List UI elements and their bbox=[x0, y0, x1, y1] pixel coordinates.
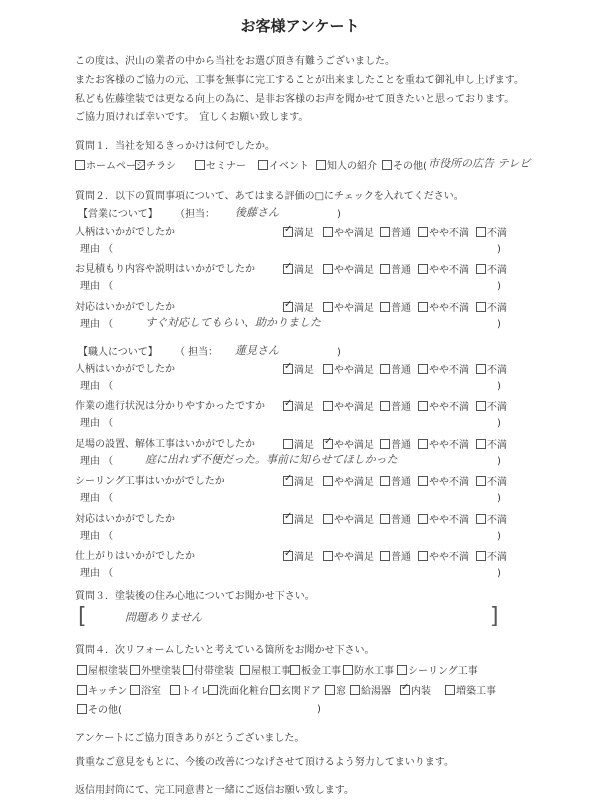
rating-option[interactable] bbox=[380, 227, 411, 240]
question-text: 足場の設置、解体工事はいかがでしたか bbox=[75, 439, 255, 450]
option-label: 増築工事 bbox=[456, 686, 496, 697]
option-label: 普通 bbox=[391, 515, 411, 526]
rating-option[interactable] bbox=[418, 476, 469, 489]
checkbox[interactable] bbox=[208, 685, 218, 695]
checkbox[interactable] bbox=[290, 665, 300, 675]
question-text: 対応はいかがでしたか bbox=[75, 302, 175, 313]
question-text: 作業の進行状況は分かりやすかったですか bbox=[75, 401, 265, 412]
intro-line: ご協力頂ければ幸いです。 宜しくお願い致します。 bbox=[75, 112, 309, 123]
document-title: お客様アンケート bbox=[240, 17, 360, 35]
rating-option[interactable] bbox=[283, 514, 314, 527]
checkbox[interactable] bbox=[445, 685, 455, 695]
q4-option[interactable] bbox=[183, 665, 234, 678]
rating-option[interactable] bbox=[380, 302, 411, 315]
q4-option[interactable] bbox=[270, 685, 321, 698]
option-label: トイレ bbox=[181, 686, 211, 697]
rating-option[interactable] bbox=[476, 364, 507, 377]
staff-name: 後藤さん bbox=[235, 206, 279, 219]
checkbox[interactable] bbox=[380, 514, 390, 524]
option-label: やや満足 bbox=[334, 402, 374, 413]
checked-checkbox[interactable] bbox=[283, 227, 293, 237]
rating-option[interactable] bbox=[323, 227, 374, 240]
checkbox[interactable] bbox=[135, 160, 145, 170]
rating-option[interactable] bbox=[380, 476, 411, 489]
rating-option[interactable] bbox=[418, 264, 469, 277]
q4-option[interactable] bbox=[325, 685, 346, 698]
intro-line: この度は、沢山の業者の中から当社をお選び頂き有難うございました。 bbox=[75, 56, 395, 67]
option-label: やや不満 bbox=[429, 440, 469, 451]
reason-label: 理由 （ bbox=[80, 531, 114, 542]
option-label: 内装 bbox=[411, 686, 431, 697]
reason-close: ) bbox=[497, 319, 501, 330]
checked-checkbox[interactable] bbox=[283, 551, 293, 561]
question-text: 人柄はいかがでしたか bbox=[75, 227, 175, 238]
reason-label: 理由 （ bbox=[80, 319, 114, 330]
checkbox[interactable] bbox=[418, 514, 428, 524]
option-label: 満足 bbox=[294, 440, 314, 451]
reason-close: ) bbox=[497, 493, 501, 504]
checkbox[interactable] bbox=[380, 476, 390, 486]
rating-option[interactable] bbox=[476, 514, 507, 527]
option-label: やや不満 bbox=[429, 365, 469, 376]
option-label: やや不満 bbox=[429, 265, 469, 276]
intro-line: またお客様のご協力の元、工事を無事に完工することが出来ましたことを重ねて御礼申し上げます。 bbox=[75, 75, 524, 86]
rating-option[interactable] bbox=[323, 264, 374, 277]
option-label: 屋根工事 bbox=[251, 666, 291, 677]
option-label: やや満足 bbox=[334, 265, 374, 276]
option-label: やや不満 bbox=[429, 228, 469, 239]
question-text: 対応はいかがでしたか bbox=[75, 514, 175, 525]
option-label: 普通 bbox=[391, 552, 411, 563]
option-label: 付帯塗装 bbox=[194, 666, 234, 677]
option-label: 給湯器 bbox=[361, 686, 391, 697]
option-label: セミナー bbox=[206, 161, 246, 172]
rating-option[interactable] bbox=[418, 401, 469, 414]
option-label: 板金工事 bbox=[301, 666, 341, 677]
option-label: やや満足 bbox=[334, 440, 374, 451]
option-label: キッチン bbox=[88, 686, 128, 697]
rating-option[interactable] bbox=[418, 364, 469, 377]
closing-line: 返信用封筒にて、完工同意書と一緒にご返信お願い致します。 bbox=[75, 785, 354, 796]
q4-other-close: ) bbox=[317, 704, 321, 715]
checkbox[interactable] bbox=[380, 227, 390, 237]
option-label: 不満 bbox=[487, 440, 507, 451]
reason-label: 理由 （ bbox=[80, 568, 114, 579]
checked-checkbox[interactable] bbox=[283, 476, 293, 486]
checkbox[interactable] bbox=[323, 551, 333, 561]
option-label: 普通 bbox=[391, 477, 411, 488]
rating-option[interactable] bbox=[323, 439, 374, 452]
question-text: 仕上がりはいかがでしたか bbox=[75, 551, 195, 562]
reason-close: ) bbox=[497, 418, 501, 429]
checkbox[interactable] bbox=[170, 685, 180, 695]
option-label: 不満 bbox=[487, 552, 507, 563]
checkbox[interactable] bbox=[323, 227, 333, 237]
question-2-label: 質問２．以下の質問事項について、あてはまる評価の□にチェックを入れてください。 bbox=[75, 191, 464, 202]
checkbox[interactable] bbox=[323, 514, 333, 524]
checked-checkbox[interactable] bbox=[323, 439, 333, 449]
rating-option[interactable] bbox=[380, 264, 411, 277]
checkbox[interactable] bbox=[476, 514, 486, 524]
checkbox[interactable] bbox=[316, 160, 326, 170]
option-label: やや満足 bbox=[334, 365, 374, 376]
checkbox[interactable] bbox=[476, 476, 486, 486]
checkbox[interactable] bbox=[382, 160, 392, 170]
rating-option[interactable] bbox=[283, 439, 314, 452]
option-label: 満足 bbox=[294, 303, 314, 314]
checkbox[interactable] bbox=[270, 685, 280, 695]
q4-option-other[interactable] bbox=[77, 704, 122, 717]
staff-close: ) bbox=[337, 347, 341, 358]
rating-option[interactable] bbox=[476, 302, 507, 315]
option-label: 満足 bbox=[294, 265, 314, 276]
staff-label: （担当： bbox=[175, 209, 215, 220]
option-label: やや不満 bbox=[429, 402, 469, 413]
checkbox[interactable] bbox=[323, 364, 333, 374]
checkbox[interactable] bbox=[130, 685, 140, 695]
checked-checkbox[interactable] bbox=[283, 302, 293, 312]
rating-option[interactable] bbox=[380, 439, 411, 452]
q4-option[interactable] bbox=[240, 665, 291, 678]
q4-option[interactable] bbox=[77, 685, 127, 698]
option-label: その他( bbox=[88, 705, 122, 716]
rating-option[interactable] bbox=[476, 264, 507, 277]
rating-option[interactable] bbox=[380, 401, 411, 414]
rating-option[interactable] bbox=[380, 364, 411, 377]
option-label: 普通 bbox=[391, 303, 411, 314]
checkbox[interactable] bbox=[476, 401, 486, 411]
rating-option[interactable] bbox=[476, 439, 507, 452]
option-label: 玄関ドア bbox=[281, 686, 321, 697]
checkbox[interactable] bbox=[323, 476, 333, 486]
checkbox[interactable] bbox=[380, 302, 390, 312]
checked-checkbox[interactable] bbox=[283, 514, 293, 524]
checkbox[interactable] bbox=[418, 476, 428, 486]
reason-label: 理由 （ bbox=[80, 381, 114, 392]
q3-bracket-open: [ bbox=[78, 604, 87, 629]
closing-line: アンケートにご協力頂きありがとうございました。 bbox=[75, 733, 305, 744]
q1-option[interactable] bbox=[382, 160, 427, 173]
option-label: やや満足 bbox=[334, 228, 374, 239]
reason-close: ) bbox=[497, 281, 501, 292]
option-label: 不満 bbox=[487, 515, 507, 526]
rating-option[interactable] bbox=[476, 551, 507, 564]
reason-close: ) bbox=[497, 531, 501, 542]
rating-option[interactable] bbox=[283, 364, 314, 377]
rating-option[interactable] bbox=[323, 476, 374, 489]
option-label: 満足 bbox=[294, 228, 314, 239]
option-label: その他( bbox=[393, 161, 427, 172]
staff-label: （ 担当： bbox=[175, 347, 219, 358]
option-label: 満足 bbox=[294, 515, 314, 526]
checkbox[interactable] bbox=[130, 665, 140, 675]
option-label: 満足 bbox=[294, 402, 314, 413]
checkbox[interactable] bbox=[323, 401, 333, 411]
rating-option[interactable] bbox=[476, 401, 507, 414]
checkbox[interactable] bbox=[476, 439, 486, 449]
option-label: 浴室 bbox=[141, 686, 161, 697]
option-label: やや満足 bbox=[334, 477, 374, 488]
rating-option[interactable] bbox=[283, 264, 314, 277]
reason-label: 理由 （ bbox=[80, 418, 114, 429]
rating-option[interactable] bbox=[418, 439, 469, 452]
option-label: 満足 bbox=[294, 365, 314, 376]
q3-bracket-close: ] bbox=[490, 604, 499, 629]
q4-option[interactable] bbox=[445, 685, 496, 698]
question-text: シーリング工事はいかがでしたか bbox=[75, 476, 225, 487]
rating-option[interactable] bbox=[476, 476, 507, 489]
reason-close: ) bbox=[497, 381, 501, 392]
reason-label: 理由 （ bbox=[80, 281, 114, 292]
checkbox[interactable] bbox=[380, 364, 390, 374]
checkbox[interactable] bbox=[195, 160, 205, 170]
rating-option[interactable] bbox=[323, 401, 374, 414]
checkbox[interactable] bbox=[418, 364, 428, 374]
reason-close: ) bbox=[497, 568, 501, 579]
checkbox[interactable] bbox=[380, 264, 390, 274]
reason-label: 理由 （ bbox=[80, 493, 114, 504]
checkbox[interactable] bbox=[350, 685, 360, 695]
checkbox[interactable] bbox=[418, 227, 428, 237]
checked-checkbox[interactable] bbox=[283, 364, 293, 374]
reason-answer[interactable]: すぐ対応してもらい、助かりました bbox=[145, 316, 321, 329]
checkbox[interactable] bbox=[418, 264, 428, 274]
checkbox[interactable] bbox=[418, 302, 428, 312]
q1-option[interactable] bbox=[195, 160, 246, 173]
checkbox[interactable] bbox=[380, 401, 390, 411]
rating-option[interactable] bbox=[323, 364, 374, 377]
staff-name: 蓮見さん bbox=[235, 344, 279, 357]
option-label: 満足 bbox=[294, 552, 314, 563]
rating-option[interactable] bbox=[476, 227, 507, 240]
rating-option[interactable] bbox=[323, 302, 374, 315]
option-label: 屋根塗装 bbox=[88, 666, 128, 677]
option-label: 防水工事 bbox=[354, 666, 394, 677]
checked-checkbox[interactable] bbox=[283, 401, 293, 411]
q1-other-answer: 市役所の広告 テレビ bbox=[428, 157, 531, 170]
question-1-label: 質問１．当社を知るきっかけは何でしたか。 bbox=[75, 141, 275, 152]
rating-option[interactable] bbox=[418, 514, 469, 527]
option-label: やや満足 bbox=[334, 552, 374, 563]
checkbox[interactable] bbox=[323, 302, 333, 312]
question-text: お見積もり内容や説明はいかがでしたか bbox=[75, 264, 255, 275]
rating-option[interactable] bbox=[283, 551, 314, 564]
rating-option[interactable] bbox=[283, 227, 314, 240]
option-label: やや不満 bbox=[429, 552, 469, 563]
checkbox[interactable] bbox=[183, 665, 193, 675]
reason-answer[interactable]: 庭に出れず不便だった。事前に知らせてほしかった bbox=[145, 453, 398, 466]
q4-option[interactable] bbox=[343, 665, 394, 678]
option-label: シーリング工事 bbox=[408, 666, 478, 677]
option-label: 不満 bbox=[487, 303, 507, 314]
question-text: 人柄はいかがでしたか bbox=[75, 364, 175, 375]
option-label: やや不満 bbox=[429, 515, 469, 526]
intro-line: 私ども佐藤塗装では更なる向上の為に、是非お客様のお声を聞かせて頂きたいと思っております。 bbox=[75, 94, 515, 105]
q4-option[interactable] bbox=[397, 665, 478, 678]
option-label: 外壁塗装 bbox=[141, 666, 181, 677]
option-label: やや満足 bbox=[334, 303, 374, 314]
option-label: 普通 bbox=[391, 365, 411, 376]
checkbox[interactable] bbox=[397, 665, 407, 675]
checkbox[interactable] bbox=[325, 685, 335, 695]
checkbox[interactable] bbox=[258, 160, 268, 170]
rating-option[interactable] bbox=[380, 514, 411, 527]
option-label: チラシ bbox=[146, 161, 176, 172]
rating-option[interactable] bbox=[323, 514, 374, 527]
option-label: やや不満 bbox=[429, 303, 469, 314]
checkbox[interactable] bbox=[380, 551, 390, 561]
reason-close: ) bbox=[497, 244, 501, 255]
q4-option[interactable] bbox=[170, 685, 211, 698]
closing-line: 貴重なご意見をもとに、今後の改善につなげさせて頂けるよう努力してまいります。 bbox=[75, 757, 454, 768]
checkbox[interactable] bbox=[77, 685, 87, 695]
checkbox[interactable] bbox=[283, 439, 293, 449]
checkbox[interactable] bbox=[323, 264, 333, 274]
option-label: 普通 bbox=[391, 402, 411, 413]
section-heading: 【職人について】 bbox=[78, 347, 158, 358]
option-label: やや不満 bbox=[429, 477, 469, 488]
checked-checkbox[interactable] bbox=[400, 685, 410, 695]
option-label: 窓 bbox=[336, 686, 346, 697]
option-label: イベント bbox=[269, 161, 309, 172]
option-label: 満足 bbox=[294, 477, 314, 488]
question-4-label: 質問４．次リフォームしたいと考えている箇所をお聞かせ下さい。 bbox=[75, 645, 375, 656]
checkbox[interactable] bbox=[418, 439, 428, 449]
q4-option[interactable] bbox=[130, 665, 181, 678]
q4-option[interactable] bbox=[290, 665, 341, 678]
rating-option[interactable] bbox=[283, 476, 314, 489]
checkbox[interactable] bbox=[418, 401, 428, 411]
checkbox[interactable] bbox=[476, 302, 486, 312]
option-label: 不満 bbox=[487, 365, 507, 376]
rating-option[interactable] bbox=[418, 551, 469, 564]
checkbox[interactable] bbox=[476, 264, 486, 274]
reason-close: ) bbox=[497, 456, 501, 467]
q4-option[interactable] bbox=[400, 685, 431, 698]
rating-option[interactable] bbox=[380, 551, 411, 564]
option-label: ホームページ bbox=[86, 161, 146, 172]
option-label: 不満 bbox=[487, 228, 507, 239]
option-label: 不満 bbox=[487, 477, 507, 488]
q3-answer[interactable]: 問題ありません bbox=[125, 611, 202, 624]
q4-option[interactable] bbox=[208, 685, 269, 698]
checkbox[interactable] bbox=[476, 364, 486, 374]
option-label: 不満 bbox=[487, 265, 507, 276]
checked-checkbox[interactable] bbox=[283, 264, 293, 274]
rating-option[interactable] bbox=[283, 401, 314, 414]
rating-option[interactable] bbox=[283, 302, 314, 315]
option-label: 普通 bbox=[391, 228, 411, 239]
rating-option[interactable] bbox=[323, 551, 374, 564]
checkbox[interactable] bbox=[380, 439, 390, 449]
checkbox[interactable] bbox=[240, 665, 250, 675]
question-3-label: 質問３．塗装後の住み心地についてお聞かせ下さい。 bbox=[75, 591, 315, 602]
staff-close: ) bbox=[337, 209, 341, 220]
checkbox[interactable] bbox=[418, 551, 428, 561]
q1-option[interactable] bbox=[316, 160, 377, 173]
q1-option[interactable] bbox=[258, 160, 309, 173]
section-heading: 【営業について】 bbox=[78, 209, 158, 220]
option-label: 不満 bbox=[487, 402, 507, 413]
checkbox[interactable] bbox=[343, 665, 353, 675]
option-label: 普通 bbox=[391, 440, 411, 451]
checkbox[interactable] bbox=[77, 704, 87, 714]
option-label: 知人の紹介 bbox=[327, 161, 377, 172]
q4-option[interactable] bbox=[350, 685, 391, 698]
reason-label: 理由 （ bbox=[80, 456, 114, 467]
rating-option[interactable] bbox=[418, 227, 469, 240]
q1-option[interactable] bbox=[135, 160, 176, 173]
checkbox[interactable] bbox=[77, 665, 87, 675]
reason-label: 理由 （ bbox=[80, 244, 114, 255]
q4-option[interactable] bbox=[77, 665, 128, 678]
rating-option[interactable] bbox=[418, 302, 469, 315]
checkbox[interactable] bbox=[476, 227, 486, 237]
checkbox[interactable] bbox=[476, 551, 486, 561]
option-label: 洗面化粧台 bbox=[219, 686, 269, 697]
checkbox[interactable] bbox=[75, 160, 85, 170]
option-label: やや満足 bbox=[334, 515, 374, 526]
option-label: 普通 bbox=[391, 265, 411, 276]
q4-option[interactable] bbox=[130, 685, 161, 698]
